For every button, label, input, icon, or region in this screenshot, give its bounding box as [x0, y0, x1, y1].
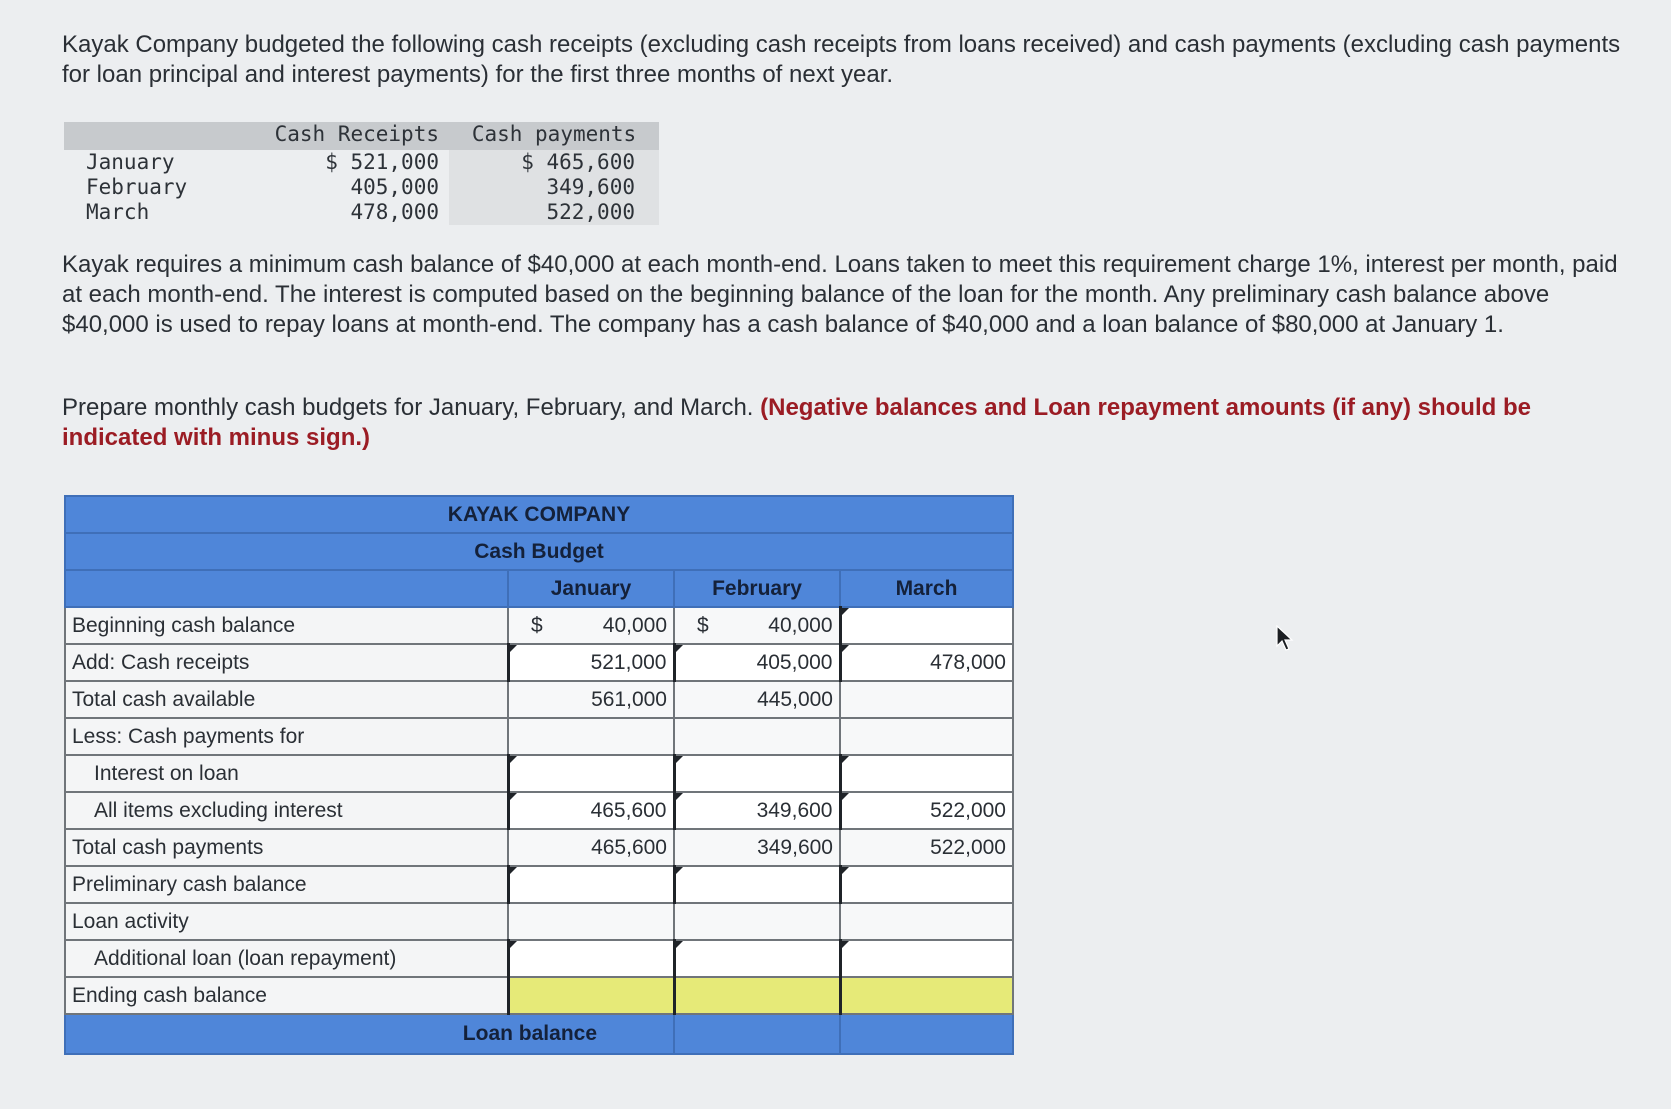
month-header-blank	[65, 570, 508, 607]
empty-cell	[508, 903, 674, 940]
task-warning: (Negative balances and Loan repayment amounts (if any) should be indicated with minus sign.)	[62, 394, 1531, 451]
receipts-value: 478,000	[350, 200, 439, 224]
feb-interest-input[interactable]	[674, 755, 840, 792]
jan-additional-loan-input[interactable]	[508, 940, 674, 977]
jan-preliminary-input[interactable]	[508, 866, 674, 903]
feb-total-available: 445,000	[674, 681, 840, 718]
month-header-january: January	[508, 570, 674, 607]
requirements-paragraph: Kayak requires a minimum cash balance of $40,000 at each month-end. Loans taken to meet this requirement charge 1%, interest per month, paid at each month-end. The interest is computed based on the beginning balance of the loan for the month. Any preliminary cash balance above $40,000 is used to repay loans at month-end. The company has a cash balance of $40,000 and a loan balance of $80,000 at January 1.	[62, 251, 1618, 338]
loan-balance-band	[65, 1014, 1013, 1054]
budget-title: Cash Budget	[65, 533, 1013, 570]
row-label: Less: Cash payments for	[65, 718, 508, 755]
row-label: Beginning cash balance	[65, 607, 508, 644]
row-additional-loan	[65, 940, 1013, 977]
jan-beginning-cash	[508, 607, 674, 644]
mar-ending-cash-input[interactable]	[840, 977, 1013, 1014]
mar-additional-loan-input[interactable]	[840, 940, 1013, 977]
row-loan-activity	[65, 903, 1013, 940]
receipts-header-row	[64, 122, 664, 150]
row-label: Total cash payments	[65, 829, 508, 866]
mar-interest-input[interactable]	[840, 755, 1013, 792]
month-label: January	[86, 150, 175, 174]
feb-all-items-input[interactable]: 349,600	[674, 792, 840, 829]
feb-beginning-cash	[674, 607, 840, 644]
jan-total-payments: 465,600	[508, 829, 674, 866]
mar-all-items-input[interactable]: 522,000	[840, 792, 1013, 829]
row-label: Loan activity	[65, 903, 508, 940]
payments-value: 349,600	[449, 175, 659, 200]
header-cash-payments: Cash payments	[449, 122, 659, 150]
empty-cell	[674, 718, 840, 755]
empty-cell	[840, 903, 1013, 940]
intro-paragraph: Kayak Company budgeted the following cash receipts (excluding cash receipts from loans received) and cash payments (excluding cash payments for loan principal and interest payments) for the first three months of next year.	[62, 31, 1621, 88]
empty-cell	[508, 718, 674, 755]
row-ending-cash	[65, 977, 1013, 1014]
empty-cell	[840, 718, 1013, 755]
mar-beginning-cash-input[interactable]	[840, 607, 1013, 644]
jan-interest-input[interactable]	[508, 755, 674, 792]
loan-balance-label: Loan balance	[65, 1014, 674, 1054]
receipts-payments-table	[64, 122, 664, 225]
receipts-row-february	[64, 175, 664, 200]
row-label: Add: Cash receipts	[65, 644, 508, 681]
receipts-row-march	[64, 200, 664, 225]
row-label: Additional loan (loan repayment)	[65, 940, 508, 977]
row-total-available	[65, 681, 1013, 718]
task-instruction	[62, 393, 1642, 453]
row-label: Total cash available	[65, 681, 508, 718]
month-header-march: March	[840, 570, 1013, 607]
feb-additional-loan-input[interactable]	[674, 940, 840, 977]
feb-preliminary-input[interactable]	[674, 866, 840, 903]
feb-cash-receipts-input[interactable]: 405,000	[674, 644, 840, 681]
feb-total-payments: 349,600	[674, 829, 840, 866]
row-label: Ending cash balance	[65, 977, 508, 1014]
row-label: Interest on loan	[65, 755, 508, 792]
month-label: February	[86, 175, 188, 199]
row-interest	[65, 755, 1013, 792]
mar-preliminary-input[interactable]	[840, 866, 1013, 903]
mouse-pointer-icon	[1276, 625, 1294, 651]
receipts-value: 405,000	[350, 175, 439, 199]
header-blank	[64, 122, 249, 150]
mar-total-available	[840, 681, 1013, 718]
row-beginning-cash	[65, 607, 1013, 644]
payments-value: $ 465,600	[449, 150, 659, 175]
receipts-value: $ 521,000	[325, 150, 439, 174]
jan-total-available: 561,000	[508, 681, 674, 718]
cash-budget-table	[64, 495, 1014, 1055]
jan-ending-cash-input[interactable]	[508, 977, 674, 1014]
empty-cell	[674, 903, 840, 940]
month-header-february: February	[674, 570, 840, 607]
value: 40,000	[602, 613, 667, 637]
row-total-payments	[65, 829, 1013, 866]
header-cash-receipts: Cash Receipts	[249, 122, 449, 150]
payments-value: 522,000	[449, 200, 659, 225]
mar-cash-receipts-input[interactable]: 478,000	[840, 644, 1013, 681]
task-text: Prepare monthly cash budgets for January, February, and March.	[62, 394, 754, 421]
feb-ending-cash-input[interactable]	[674, 977, 840, 1014]
row-label: Preliminary cash balance	[65, 866, 508, 903]
empty-cell	[674, 1014, 840, 1054]
empty-cell	[840, 1014, 1013, 1054]
row-less-payments	[65, 718, 1013, 755]
dollar-sign: $	[531, 613, 543, 637]
mar-total-payments: 522,000	[840, 829, 1013, 866]
receipts-row-january	[64, 150, 664, 175]
company-name: KAYAK COMPANY	[65, 496, 1013, 533]
jan-all-items-input[interactable]: 465,600	[508, 792, 674, 829]
month-label: March	[86, 200, 150, 224]
dollar-sign: $	[697, 613, 709, 637]
row-preliminary	[65, 866, 1013, 903]
jan-cash-receipts-input[interactable]: 521,000	[508, 644, 674, 681]
row-label: All items excluding interest	[65, 792, 508, 829]
row-cash-receipts	[65, 644, 1013, 681]
row-all-items	[65, 792, 1013, 829]
value: 40,000	[768, 613, 833, 637]
